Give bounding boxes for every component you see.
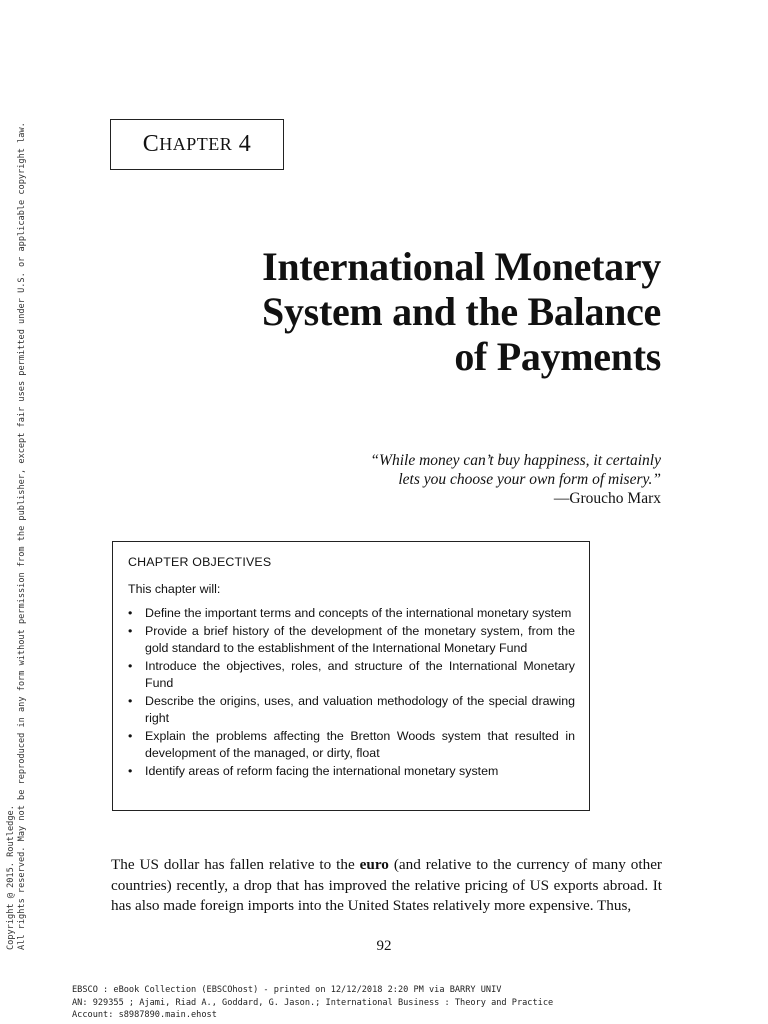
- epigraph-attribution: —Groucho Marx: [553, 490, 661, 507]
- bullet-icon: •: [128, 728, 133, 743]
- body-paragraph: [111, 855, 662, 917]
- epigraph-line-1: “While money can’t buy happiness, it certainly: [370, 452, 661, 469]
- footer-line-3: Account: s8987890.main.ehost: [72, 1010, 217, 1020]
- list-item: [128, 763, 575, 781]
- bullet-icon: •: [128, 606, 133, 620]
- title-line-3: of Payments: [454, 334, 661, 379]
- chapter-number: 4: [238, 131, 252, 157]
- list-item: [128, 605, 575, 623]
- objective-text: Define the important terms and concepts of the international monetary system: [145, 606, 572, 620]
- body-text-part-2: (and relative to the currency of many other countries) recently, a drop that has improved the relative pricing of US exports abroad. It has also made foreign imports into the United States relatively more expensive. Thus,: [111, 856, 662, 914]
- bullet-icon: •: [128, 693, 133, 708]
- list-item: [128, 728, 575, 763]
- chapter-label-box: [110, 119, 284, 170]
- objectives-intro: This chapter will:: [128, 581, 221, 596]
- list-item: [128, 693, 575, 728]
- footer-line-1: EBSCO : eBook Collection (EBSCOhost) - printed on 12/12/2018 2:20 PM via BARRY UNIV: [72, 985, 502, 995]
- title-line-1: International Monetary: [262, 244, 661, 289]
- chapter-first-letter: C: [142, 131, 160, 157]
- bullet-icon: •: [128, 623, 133, 638]
- chapter-title: [201, 244, 661, 379]
- list-item: [128, 658, 575, 693]
- list-item: [128, 623, 575, 658]
- copyright-line-1: Copyright @ 2015. Routledge.: [6, 805, 16, 950]
- objective-text: Provide a brief history of the development of the monetary system, from the gold standard to the establishment of the International Monetary Fund: [145, 623, 575, 655]
- objectives-list: [128, 605, 575, 780]
- body-bold-term: euro: [359, 856, 389, 873]
- copyright-line-2: All rights reserved. May not be reproduced in any form without permission from the publisher, except fair uses permitted under U.S. or applicable copyright law.: [17, 122, 27, 950]
- footer-line-2: AN: 929355 ; Ajami, Riad A., Goddard, G. Jason.; International Business : Theory and Practice: [72, 997, 554, 1008]
- epigraph: [261, 451, 661, 508]
- footer-print-notice: [72, 984, 553, 1022]
- objective-text: Explain the problems affecting the Bretton Woods system that resulted in development of the managed, or dirty, float: [145, 728, 575, 760]
- objective-text: Identify areas of reform facing the international monetary system: [145, 763, 499, 778]
- objective-text: Describe the origins, uses, and valuation methodology of the special drawing right: [145, 693, 575, 725]
- bullet-icon: •: [128, 763, 133, 778]
- epigraph-line-2: lets you choose your own form of misery.”: [398, 471, 661, 488]
- page-number: 92: [376, 938, 392, 954]
- copyright-notice: [6, 122, 28, 950]
- chapter-word-rest: HAPTER: [159, 134, 233, 154]
- title-line-2: System and the Balance: [262, 289, 661, 334]
- body-text-part-1: The US dollar has fallen relative to the: [111, 856, 360, 873]
- bullet-icon: •: [128, 658, 133, 673]
- chapter-objectives-box: [112, 541, 590, 811]
- objective-text: Introduce the objectives, roles, and structure of the International Monetary Fund: [145, 658, 575, 690]
- objectives-heading: CHAPTER OBJECTIVES: [128, 555, 272, 569]
